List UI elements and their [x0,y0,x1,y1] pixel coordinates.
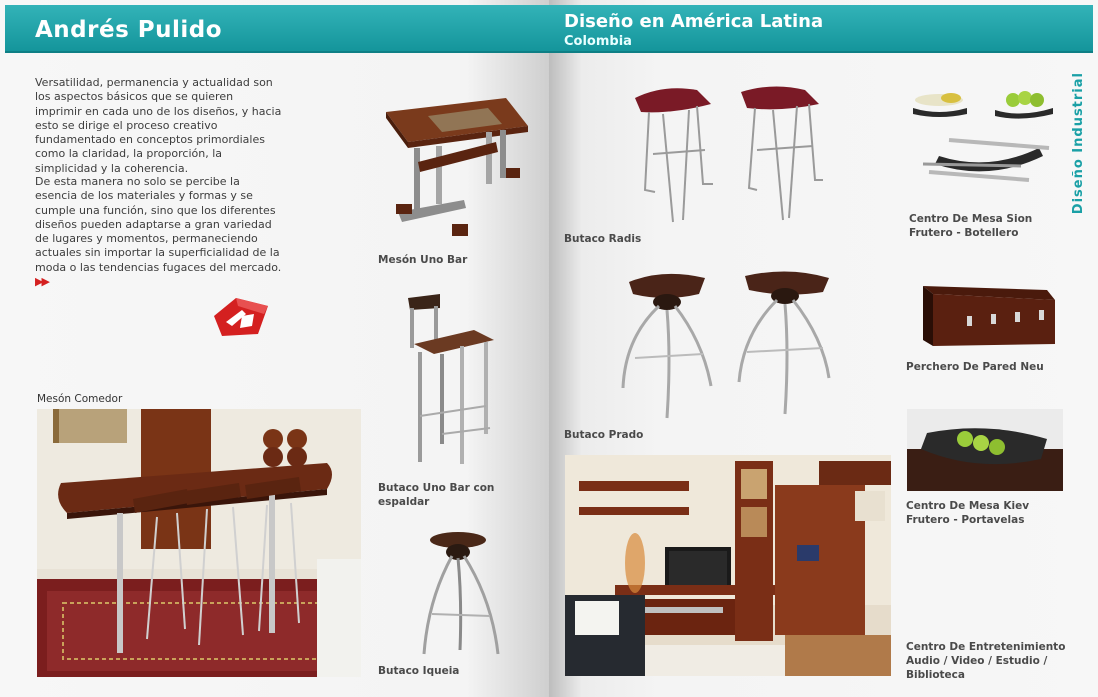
perchero-pared-image [919,282,1057,348]
caption-butaco-prado: Butaco Prado [564,429,644,441]
caption-centro-sion-2: Frutero - Botellero [909,227,1019,239]
caption-centro-kiev-2: Frutero - Portavelas [906,514,1025,526]
butaco-prado-image [619,268,839,424]
caption-perchero: Perchero De Pared Neu [906,361,1044,373]
section-title: Diseño en América Latina [564,11,824,32]
centro-mesa-sion-image [909,86,1055,190]
caption-butaco-radis: Butaco Radis [564,233,642,245]
caption-entretenimiento-2: Audio / Video / Estudio / [906,655,1048,667]
meson-comedor-photo [37,409,361,677]
caption-meson-comedor: Mesón Comedor [37,393,123,405]
meson-uno-bar-image [378,92,530,244]
continue-arrows-icon: ▶▶ [35,275,48,288]
intro-paragraph-2: De esta manera no solo se percibe la esencia de los materiales y formas y se cumple una función, sino que los diferentes diseños pueden adaptarse a gran variedad de lugares y momentos, permaneciendo actuales sin importar la superficialidad de la moda o las tendencias fugaces del mercado. [35,175,282,274]
caption-butaco-iqueia: Butaco Iqueia [378,665,460,677]
designer-logo-icon [208,296,272,338]
caption-entretenimiento-3: Biblioteca [906,669,965,681]
caption-entretenimiento-1: Centro De Entretenimiento [906,641,1066,653]
caption-meson-uno-bar: Mesón Uno Bar [378,254,468,266]
right-page [549,0,1098,697]
caption-centro-kiev-1: Centro De Mesa Kiev [906,500,1030,512]
butaco-iqueia-image [418,530,504,658]
caption-butaco-uno-bar: Butaco Uno Bar con espaldar [378,482,495,508]
vertical-section-label: Diseño Industrial [1071,72,1086,215]
centro-entretenimiento-photo [565,455,891,676]
butaco-uno-bar-image [400,294,500,472]
designer-name-title: Andrés Pulido [35,17,223,43]
caption-centro-sion-1: Centro De Mesa Sion [909,213,1033,225]
butaco-radis-image [633,84,833,226]
intro-paragraph-1: Versatilidad, permanencia y actualidad son los aspectos básicos que se quieren imprimir en cada uno de los diseños, y hacia esto se dirige el proceso creativo fundamentado en conceptos primordiales como la claridad, la proporción, la simplicidad y la coherencia. [35,76,282,175]
centro-mesa-kiev-photo [907,409,1063,491]
section-subtitle: Colombia [564,34,632,49]
